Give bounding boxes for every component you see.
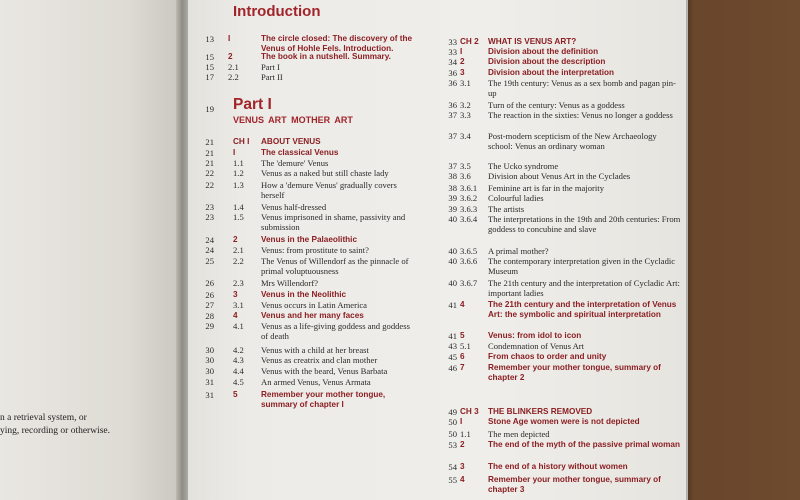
toc-section-number: 1.4 — [233, 202, 244, 212]
toc-page-number: 31 — [205, 377, 214, 387]
toc-page-number: 26 — [205, 290, 214, 300]
toc-section-number: 3.2 — [460, 100, 471, 110]
toc-entry-title: The classical Venus — [261, 148, 339, 157]
toc-entry-title: The 'demure' Venus — [261, 158, 329, 168]
toc-page-number: 30 — [205, 355, 214, 365]
toc-section-number: 2.2 — [228, 72, 239, 82]
toc-section-number: 3.1 — [233, 300, 244, 310]
toc-section-number: 3.6.5 — [460, 246, 478, 256]
toc-entry-title: Feminine art is far in the majority — [488, 183, 604, 193]
toc-entry-title: Venus with a child at her breast — [261, 345, 369, 355]
toc-page-number: 39 — [448, 193, 457, 203]
right-page — [188, 0, 688, 500]
toc-entry-title: Remember your mother tongue, summary of chapter I — [261, 390, 386, 409]
toc-section-number: 1.1 — [460, 429, 471, 439]
toc-page-number: 49 — [448, 407, 457, 417]
toc-page-number: 43 — [448, 341, 457, 351]
toc-page-number: 50 — [448, 429, 457, 439]
toc-entry-title: Venus in the Palaeolithic — [261, 235, 358, 244]
toc-page-number: 33 — [448, 37, 457, 47]
left-line: ying, recording or otherwise. — [0, 426, 111, 436]
toc-page-number: 36 — [448, 68, 457, 78]
toc-section-number: 2.1 — [228, 62, 239, 72]
toc-entry-title: Division about Venus Art in the Cyclades — [488, 171, 631, 181]
toc-page-number: 15 — [205, 52, 214, 62]
toc-column-left — [188, 0, 418, 500]
toc-section-number: 5 — [233, 390, 238, 399]
toc-page-number: 37 — [448, 110, 457, 120]
toc-section-number: 3.3 — [460, 110, 471, 120]
toc-entry-title: WHAT IS VENUS ART? — [488, 37, 577, 46]
toc-entry-title: Condemnation of Venus Art — [488, 341, 585, 351]
toc-entry-title: The end of the myth of the passive primal woman — [488, 440, 680, 449]
toc-section-number: I — [233, 148, 236, 157]
toc-section-number: 3.6.2 — [460, 193, 478, 203]
toc-entry-title: Division about the interpretation — [488, 68, 615, 77]
toc-section-number: 3.5 — [460, 161, 471, 171]
toc-section-number: 4.5 — [233, 377, 244, 387]
toc-page-number: 29 — [205, 321, 214, 331]
toc-section-number: 1.3 — [233, 180, 244, 190]
toc-entry-title: Stone Age women were is not depicted — [488, 417, 640, 426]
toc-section-number: 3.6.3 — [460, 204, 478, 214]
toc-page-number: 22 — [205, 168, 214, 178]
toc-section-number: 4 — [460, 475, 465, 484]
toc-page-number: 17 — [205, 72, 214, 82]
part1-subtitle: VENUS ART MOTHER ART — [233, 115, 353, 125]
toc-page-number: 38 — [448, 171, 457, 181]
toc-page-number: 37 — [448, 131, 457, 141]
toc-page-number: 38 — [448, 183, 457, 193]
toc-section-number: 4.1 — [233, 321, 244, 331]
toc-section-number: 2 — [460, 57, 465, 66]
toc-page-number: 40 — [448, 256, 457, 266]
toc-section-number: CH 3 — [460, 407, 479, 416]
part1-title: Part I — [233, 96, 272, 113]
toc-page-number: 30 — [205, 366, 214, 376]
toc-entry-title: Venus as a naked but still chaste lady — [261, 168, 389, 178]
toc-entry-title: Division about the definition — [488, 47, 599, 56]
toc-entry-title: From chaos to order and unity — [488, 352, 607, 361]
toc-entry-title: The interpretations in the 19th and 20th centuries: From goddess to concubine and slave — [488, 214, 681, 234]
toc-section-number: 3 — [460, 68, 465, 77]
toc-page-number: 21 — [205, 137, 214, 147]
toc-entry-title: The 21th century and the interpretation of Venus Art: the symbolic and spiritual interpretation — [488, 300, 677, 319]
toc-page-number: 40 — [448, 214, 457, 224]
toc-entry-title: THE BLINKERS REMOVED — [488, 407, 593, 416]
toc-column-right — [431, 0, 681, 500]
toc-entry-title: Colourful ladies — [488, 193, 544, 203]
toc-page-number: 15 — [205, 62, 214, 72]
toc-section-number: 2 — [460, 440, 465, 449]
toc-section-number: 1.2 — [233, 168, 244, 178]
toc-section-number: 4.3 — [233, 355, 244, 365]
toc-section-number: 3.6.4 — [460, 214, 478, 224]
toc-entry-title: The Ucko syndrome — [488, 161, 559, 171]
toc-page-number: 40 — [448, 246, 457, 256]
toc-entry-title: The men depicted — [488, 429, 550, 439]
toc-page-number: 54 — [448, 462, 457, 472]
toc-entry-title: Venus: from prostitute to saint? — [261, 245, 369, 255]
toc-page-number: 21 — [205, 148, 214, 158]
toc-section-number: 2.3 — [233, 278, 244, 288]
toc-entry-title: Venus and her many faces — [261, 311, 364, 320]
toc-page-number: 25 — [205, 256, 214, 266]
toc-section-number: 7 — [460, 363, 465, 372]
toc-entry-title: How a 'demure Venus' gradually covers herself — [261, 180, 397, 200]
toc-entry-title: Venus: from idol to icon — [488, 331, 582, 340]
toc-section-number: 5.1 — [460, 341, 471, 351]
toc-page-number: 26 — [205, 278, 214, 288]
toc-page-number: 27 — [205, 300, 214, 310]
toc-section-number: 1.5 — [233, 212, 244, 222]
toc-section-number: 3 — [233, 290, 238, 299]
toc-entry-title: Venus occurs in Latin America — [261, 300, 367, 310]
toc-page-number: 24 — [205, 245, 214, 255]
toc-entry-title: Post-modern scepticism of the New Archaeology school: Venus an ordinary woman — [488, 131, 657, 151]
intro-title: Introduction — [233, 3, 321, 20]
toc-section-number: 2.2 — [233, 256, 244, 266]
toc-section-number: 2 — [228, 52, 233, 61]
toc-section-number: 6 — [460, 352, 465, 361]
toc-entry-title: Venus as a life-giving goddess and goddess of death — [261, 321, 410, 341]
part1-page-number: 19 — [205, 104, 214, 114]
toc-page-number: 23 — [205, 202, 214, 212]
toc-section-number: 2 — [233, 235, 238, 244]
toc-entry-title: Division about the description — [488, 57, 606, 66]
toc-page-number: 40 — [448, 278, 457, 288]
toc-entry-title: The 21th century and the interpretation of Cycladic Art: important ladies — [488, 278, 680, 298]
toc-entry-title: The Venus of Willendorf as the pinnacle of primal voluptuousness — [261, 256, 409, 276]
toc-page-number: 37 — [448, 161, 457, 171]
toc-entry-title: Venus in the Neolithic — [261, 290, 347, 299]
toc-entry-title: Part II — [261, 72, 283, 82]
toc-entry-title: The artists — [488, 204, 525, 214]
toc-entry-title: Venus imprisoned in shame, passivity and submission — [261, 212, 406, 232]
toc-section-number: 3 — [460, 462, 465, 471]
page-edge-shadow — [686, 0, 694, 500]
toc-page-number: 21 — [205, 158, 214, 168]
toc-entry-title: The contemporary interpretation given in the Cycladic Museum — [488, 256, 676, 276]
toc-entry-title: Turn of the century: Venus as a goddess — [488, 100, 625, 110]
toc-section-number: I — [460, 417, 463, 426]
toc-page-number: 24 — [205, 235, 214, 245]
toc-section-number: CH I — [233, 137, 250, 146]
toc-entry-title: The reaction in the sixties: Venus no longer a goddess — [488, 110, 673, 120]
toc-section-number: 1.1 — [233, 158, 244, 168]
toc-section-number: 3.6.7 — [460, 278, 478, 288]
toc-section-number: 4.2 — [233, 345, 244, 355]
toc-entry-title: Venus half-dressed — [261, 202, 327, 212]
toc-entry-title: ABOUT VENUS — [261, 137, 321, 146]
toc-page-number: 22 — [205, 180, 214, 190]
toc-page-number: 36 — [448, 78, 457, 88]
toc-section-number: CH 2 — [460, 37, 479, 46]
toc-page-number: 55 — [448, 475, 457, 485]
toc-section-number: 3.4 — [460, 131, 471, 141]
toc-entry-title: Venus as creatrix and clan mother — [261, 355, 378, 365]
toc-page-number: 41 — [448, 300, 457, 310]
toc-page-number: 34 — [448, 57, 457, 67]
toc-section-number: 5 — [460, 331, 465, 340]
toc-entry-title: Remember your mother tongue, summary of chapter 3 — [488, 475, 661, 494]
toc-entry-title: Remember your mother tongue, summary of chapter 2 — [488, 363, 661, 382]
toc-page-number: 36 — [448, 100, 457, 110]
toc-section-number: 3.6.6 — [460, 256, 478, 266]
toc-page-number: 39 — [448, 204, 457, 214]
toc-page-number: 46 — [448, 363, 457, 373]
toc-page-number: 30 — [205, 345, 214, 355]
toc-section-number: 4.4 — [233, 366, 244, 376]
toc-page-number: 33 — [448, 47, 457, 57]
toc-page-number: 45 — [448, 352, 457, 362]
toc-section-number: 3.1 — [460, 78, 471, 88]
toc-section-number: I — [228, 34, 231, 43]
toc-entry-title: An armed Venus, Venus Armata — [261, 377, 371, 387]
toc-section-number: 4 — [233, 311, 238, 320]
toc-section-number: 3.6.1 — [460, 183, 478, 193]
toc-page-number: 28 — [205, 311, 214, 321]
toc-page-number: 31 — [205, 390, 214, 400]
toc-page-number: 50 — [448, 417, 457, 427]
left-page — [0, 0, 182, 500]
left-line: n a retrieval system, or — [0, 413, 87, 423]
toc-page-number: 13 — [205, 34, 214, 44]
toc-section-number: 3.6 — [460, 171, 471, 181]
toc-entry-title: Venus with the beard, Venus Barbata — [261, 366, 388, 376]
toc-entry-title: The end of a history without women — [488, 462, 628, 471]
toc-entry-title: Part I — [261, 62, 280, 72]
toc-entry-title: The 19th century: Venus as a sex bomb and pagan pin-up — [488, 78, 676, 98]
toc-page-number: 41 — [448, 331, 457, 341]
toc-entry-title: Mrs Willendorf? — [261, 278, 319, 288]
toc-entry-title: The circle closed: The discovery of the Venus of Hohle Fels. Introduction. — [261, 34, 413, 53]
toc-entry-title: A primal mother? — [488, 246, 549, 256]
toc-section-number: 4 — [460, 300, 465, 309]
left-page-text — [0, 412, 110, 438]
toc-section-number: 2.1 — [233, 245, 244, 255]
toc-page-number: 23 — [205, 212, 214, 222]
toc-entry-title: The book in a nutshell. Summary. — [261, 52, 391, 61]
toc-section-number: I — [460, 47, 463, 56]
toc-page-number: 53 — [448, 440, 457, 450]
